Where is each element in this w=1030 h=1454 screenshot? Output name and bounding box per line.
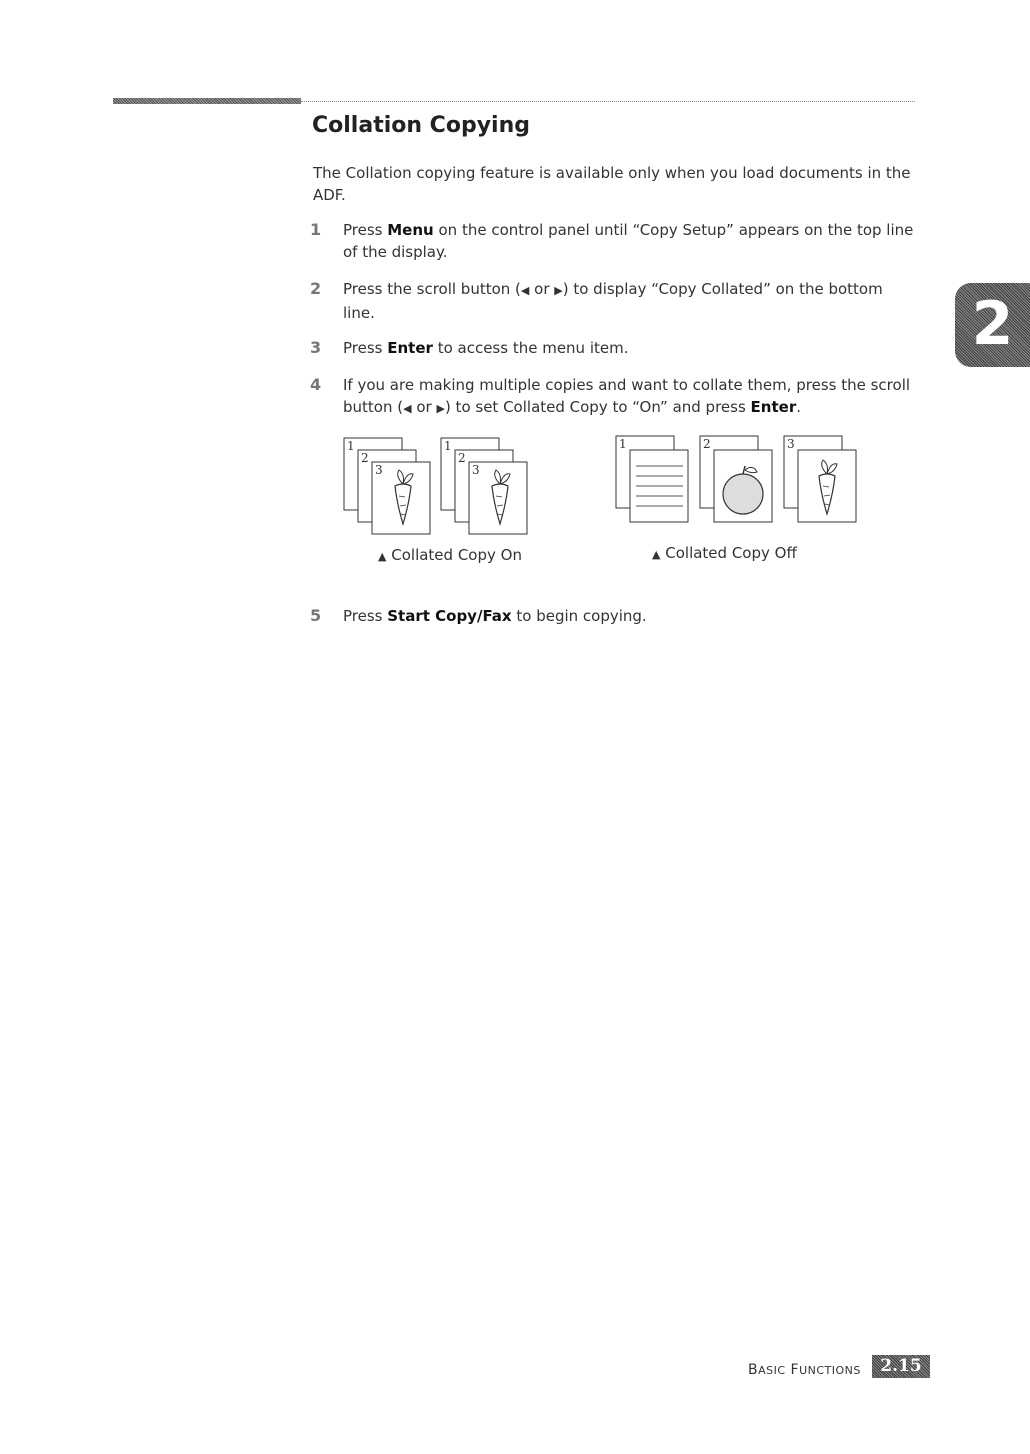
- footer-section-label: BASIC FUNCTIONS: [748, 1362, 861, 1378]
- collated-on-set-1: [344, 438, 430, 534]
- collation-figure: [343, 434, 863, 539]
- step-number: 3: [310, 338, 322, 357]
- collated-on-set-2: [441, 438, 527, 534]
- step-text: Press Start Copy/Fax to begin copying.: [343, 607, 647, 625]
- collated-off-page-3-stack: [784, 436, 856, 522]
- step-text: Press the scroll button (◀ or ▶) to display “Copy Collated” on the bottom line.: [343, 280, 883, 322]
- header-rule-dotted: [301, 101, 915, 102]
- header-rule-dark: [113, 98, 301, 104]
- chapter-tab: [955, 283, 1030, 367]
- page-number: 3: [787, 437, 795, 451]
- step-number: 4: [310, 375, 322, 394]
- page-number: 1: [444, 439, 452, 453]
- page-number: 3: [472, 463, 480, 477]
- page-number: 1: [347, 439, 355, 453]
- step-text: If you are making multiple copies and want to collate them, press the scroll button (◀ or ▶) to set Collated Copy to “On” and press Enter.: [343, 376, 911, 416]
- left-arrow-icon: ◀: [403, 402, 412, 415]
- right-arrow-icon: ▶: [436, 402, 445, 415]
- page-title: Collation Copying: [312, 113, 530, 138]
- chapter-number: 2: [971, 289, 1014, 359]
- intro-paragraph: The Collation copying feature is available only when you load documents in the ADF.: [313, 164, 911, 204]
- page-number-badge: 2.15: [872, 1355, 930, 1378]
- page-number: 1: [619, 437, 627, 451]
- triangle-marker-icon: ▲: [652, 548, 661, 561]
- page-number: 2: [361, 451, 369, 465]
- step-number: 2: [310, 279, 322, 298]
- caption-collated-on: ▲ Collated Copy On: [378, 546, 522, 564]
- collated-off-page-1-stack: [616, 436, 688, 522]
- step-text: Press Menu on the control panel until “Copy Setup” appears on the top line of the display.: [343, 221, 914, 261]
- caption-collated-off: ▲ Collated Copy Off: [652, 544, 797, 562]
- left-arrow-icon: ◀: [520, 284, 530, 297]
- step-number: 5: [310, 606, 322, 625]
- page-number: 3: [375, 463, 383, 477]
- triangle-marker-icon: ▲: [378, 550, 387, 563]
- collated-off-page-2-stack: [700, 436, 772, 522]
- collation-illustration: [343, 434, 863, 539]
- step-number: 1: [310, 220, 322, 239]
- page-number: 2: [703, 437, 711, 451]
- right-arrow-icon: ▶: [554, 284, 563, 297]
- step-text: Press Enter to access the menu item.: [343, 339, 629, 357]
- page-number: 2: [458, 451, 466, 465]
